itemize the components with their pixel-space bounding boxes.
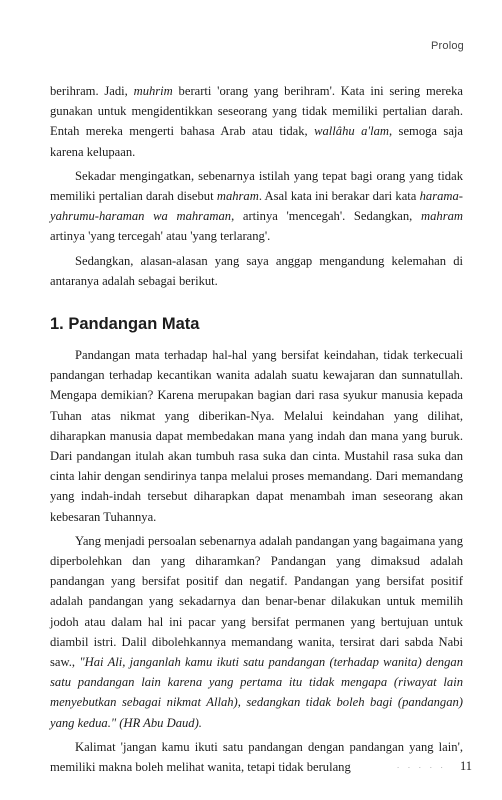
paragraph-4: Pandangan mata terhadap hal-hal yang bersifat keindahan, tidak terkecuali pandangan terhadap kecantikan wanita adalah suatu kewajaran dan sunnatullah. Mengapa demikian? Karena merupakan bagian dari rasa syukur manusia kepada Tuhan atas nikmat yang diberikan-Nya. Melalui keindahan yang dilihat, diharapkan manusia dapat membedakan mana yang indah dan mana yang buruk. Dari pandangan itulah akan tumbuh rasa suka dan cinta. Mustahil rasa suka dan cinta lahir dengan sendirinya tanpa melalui proses memandang. Dari memandang yang indah-indah tersebut diharapkan dapat menambah iman seseorang akan kebesaran Tuhannya. — [50, 348, 463, 524]
italic-term: wallâhu a'lam — [314, 124, 389, 139]
text-run: Sekadar mengingatkan, sebenarnya istilah yang tepat bagi orang yang tidak memiliki pertalian darah disebut — [50, 168, 463, 204]
page-dots: · · · · · — [396, 763, 446, 772]
paragraph-6: Kalimat 'jangan kamu ikuti satu pandangan dengan pandangan yang lain', memiliki makna boleh melihat wanita, tetapi tidak berulang — [50, 739, 463, 775]
text-run: berihram. Jadi, — [50, 84, 134, 98]
text-run: Yang menjadi persoalan sebenarnya adalah pandangan yang bagaimana yang diperbolehkan dan yang diharamkan? Pandangan yang dimaksud adalah pandangan yang bersifat positif dan negatif. Pandangan yang bersifat positif adalah pandangan yang sekadarnya dan benar-benar dilakukan untuk memilih jodoh atau dalam hal ini pacar yang bersifat permanen yang bertujuan untuk diambil istri. Dalil dibolehkannya memandang wanita, tersirat dari sabda Nabi saw., — [50, 533, 463, 670]
paragraph-1 — [50, 81, 463, 162]
hadith-quote: "Hai Ali, janganlah kamu ikuti satu pandangan (terhadap wanita) dengan satu pandangan lain karena yang pertama itu tidak mengapa (riwayat lain menyebutkan sebagai nikmat Allah), sedangkan tidak boleh bagi (pandangan) yang kedua." (HR Abu Daud). — [50, 655, 463, 730]
text-run: , artinya 'mencegah'. Sedangkan, — [231, 209, 422, 224]
paragraph-2 — [50, 166, 463, 247]
body-text — [50, 81, 463, 777]
italic-term: harama-yahrumu-haraman wa mahraman — [50, 189, 464, 224]
paragraph-3: Sedangkan, alasan-alasan yang saya anggap mengandung kelemahan di antaranya adalah sebagai berikut. — [50, 253, 463, 288]
text-run: artinya 'yang tercegah' atau 'yang terlarang'. — [50, 229, 271, 244]
text-run: , semoga saja karena kelupaan. — [50, 124, 463, 159]
page-number: 11 — [459, 759, 472, 773]
italic-term: mahram — [421, 209, 463, 224]
italic-term: muhrim — [133, 84, 173, 98]
section-heading: 1. Pandangan Mata — [50, 315, 200, 334]
text-run: . Asal kata ini berakar dari kata — [258, 189, 420, 204]
text-run: berarti 'orang yang berihram'. Kata ini sering mereka gunakan untuk mengidentikkan seseorang yang tidak memiliki pertalian darah. Entah mereka mengerti bahasa Arab atau tidak, — [50, 84, 464, 139]
running-head: Prolog — [431, 40, 464, 52]
paragraph-5 — [50, 531, 463, 733]
italic-term: mahram — [216, 189, 259, 204]
